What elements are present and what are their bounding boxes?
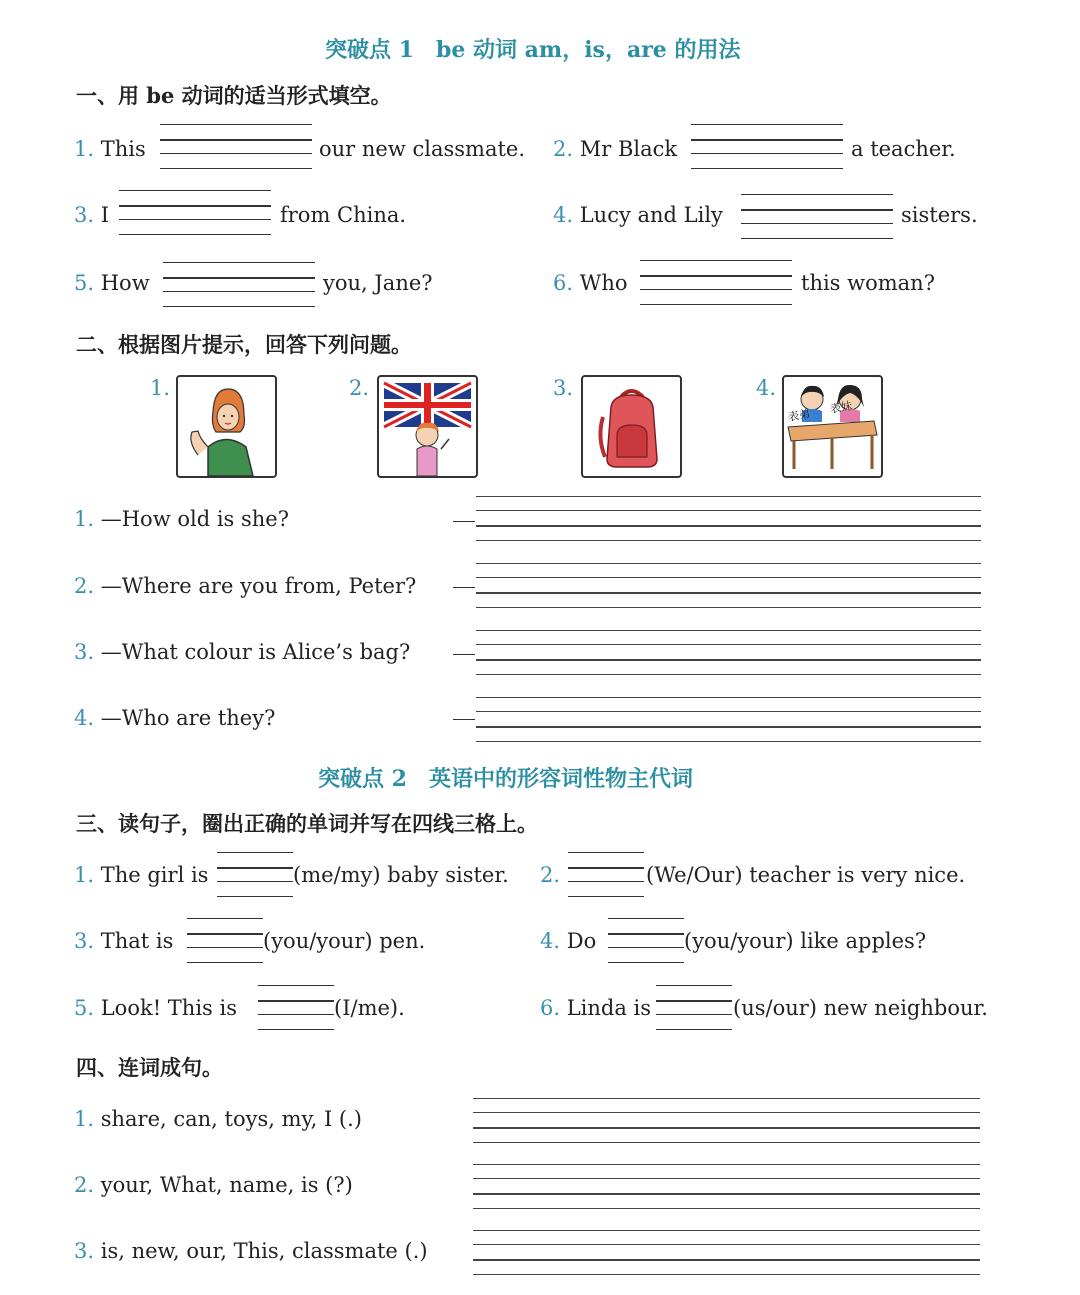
item-number: 1.: [74, 863, 95, 887]
item-number: 2.: [74, 1173, 95, 1197]
item-text-before: Lucy and Lily: [579, 203, 723, 227]
two-children-desks-icon: [784, 377, 881, 476]
item-number: 1.: [74, 1107, 95, 1131]
item-number: 1.: [74, 507, 95, 531]
s1-item-5-after: you, Jane?: [323, 271, 433, 295]
s1-item-6-after: this woman?: [801, 271, 935, 295]
s2-answer-4-lines[interactable]: [476, 697, 981, 741]
s1-item-2-after: a teacher.: [851, 137, 956, 161]
item-text-before: The girl is: [100, 863, 209, 887]
s2-question-4: [74, 706, 275, 730]
picture-3: [581, 375, 682, 478]
s3-item-3-after: (you/your) pen.: [263, 929, 426, 953]
picture-4: [782, 375, 883, 478]
s2-answer-2-lines[interactable]: [476, 563, 981, 607]
item-number: 4.: [74, 706, 95, 730]
item-number: 2.: [540, 863, 561, 887]
s3-item-3-blank[interactable]: [187, 918, 263, 962]
picture-4-label-1: 表弟: [787, 407, 812, 424]
s4-item-3: [74, 1239, 428, 1263]
s3-item-6-after: (us/our) new neighbour.: [733, 996, 988, 1020]
item-number: 4.: [553, 203, 574, 227]
red-backpack-icon: [583, 377, 680, 476]
picture-1: [176, 375, 277, 478]
item-text: your, What, name, is (?): [100, 1173, 353, 1197]
s1-item-1: [74, 137, 146, 161]
s1-item-4-after: sisters.: [901, 203, 978, 227]
s1-item-6-blank[interactable]: [640, 260, 792, 304]
picture-4-label-2: 表妹: [829, 399, 854, 416]
section-2-heading: 二、根据图片提示，回答下列问题。: [76, 332, 412, 357]
s3-item-2: [540, 863, 560, 887]
item-text: is, new, our, This, classmate (.): [100, 1239, 428, 1263]
s3-item-3: [74, 929, 173, 953]
section-1-heading: 一、用 be 动词的适当形式填空。: [76, 83, 392, 108]
question-text: —What colour is Alice’s bag?: [100, 640, 411, 664]
s1-item-3-after: from China.: [280, 203, 407, 227]
s4-item-2: [74, 1173, 353, 1197]
s1-item-3-blank[interactable]: [119, 190, 271, 234]
item-text: share, can, toys, my, I (.): [100, 1107, 362, 1131]
breakthrough-1-title: 突破点 1 be 动词 am，is，are 的用法: [325, 37, 741, 63]
section-4-heading: 四、连词成句。: [76, 1055, 223, 1080]
s3-item-1-blank[interactable]: [217, 852, 293, 896]
s2-answer-3-dash: [453, 654, 475, 655]
picture-1-number: 1.: [150, 376, 171, 400]
item-number: 2.: [553, 137, 574, 161]
item-number: 3.: [74, 929, 95, 953]
picture-2-number: 2.: [349, 376, 370, 400]
s2-question-1: [74, 507, 289, 531]
s1-item-1-after: our new classmate.: [319, 137, 526, 161]
uk-flag-boy-icon: [379, 377, 476, 476]
s3-item-2-after: (We/Our) teacher is very nice.: [646, 863, 966, 887]
item-text-before: Look! This is: [100, 996, 237, 1020]
item-text-before: Who: [579, 271, 628, 295]
s4-item-1: [74, 1107, 362, 1131]
item-text-before: Do: [566, 929, 597, 953]
section-3-heading: 三、读句子，圈出正确的单词并写在四线三格上。: [76, 811, 538, 836]
item-text-before: That is: [100, 929, 174, 953]
s4-answer-2-lines[interactable]: [473, 1164, 980, 1208]
s3-item-1: [74, 863, 208, 887]
s2-answer-4-dash: [453, 719, 475, 720]
s1-item-5: [74, 271, 150, 295]
s1-item-4-blank[interactable]: [741, 194, 893, 238]
item-number: 1.: [74, 137, 95, 161]
s3-item-4-blank[interactable]: [608, 918, 684, 962]
item-number: 3.: [74, 203, 95, 227]
s3-item-5-blank[interactable]: [258, 985, 334, 1029]
s1-item-4: [553, 203, 723, 227]
item-text-before: I: [100, 203, 110, 227]
s2-answer-3-lines[interactable]: [476, 630, 981, 674]
s2-question-2: [74, 574, 416, 598]
woman-icon: [178, 377, 275, 476]
item-number: 6.: [553, 271, 574, 295]
s3-item-6-blank[interactable]: [656, 985, 732, 1029]
item-number: 6.: [540, 996, 561, 1020]
item-number: 4.: [540, 929, 561, 953]
question-text: —How old is she?: [100, 507, 289, 531]
item-text-before: Linda is: [566, 996, 652, 1020]
item-number: 2.: [74, 574, 95, 598]
picture-2: [377, 375, 478, 478]
item-number: 5.: [74, 271, 95, 295]
item-text-before: This: [100, 137, 146, 161]
s3-item-1-after: (me/my) baby sister.: [293, 863, 509, 887]
s3-item-5-after: (I/me).: [334, 996, 405, 1020]
s3-item-4-after: (you/your) like apples?: [684, 929, 927, 953]
s2-answer-2-dash: [453, 587, 475, 588]
item-number: 3.: [74, 640, 95, 664]
s2-answer-1-dash: [453, 521, 475, 522]
item-text-before: How: [100, 271, 150, 295]
s4-answer-3-lines[interactable]: [473, 1230, 980, 1274]
s2-answer-1-lines[interactable]: [476, 496, 981, 540]
s1-item-2-blank[interactable]: [691, 124, 843, 168]
s1-item-1-blank[interactable]: [160, 124, 312, 168]
item-text-before: Mr Black: [579, 137, 678, 161]
item-number: 3.: [74, 1239, 95, 1263]
s3-item-4: [540, 929, 596, 953]
question-text: —Who are they?: [100, 706, 276, 730]
item-number: 5.: [74, 996, 95, 1020]
s1-item-6: [553, 271, 628, 295]
picture-4-number: 4.: [756, 376, 777, 400]
s3-item-6: [540, 996, 651, 1020]
s1-item-2: [553, 137, 677, 161]
s1-item-5-blank[interactable]: [163, 262, 315, 306]
s4-answer-1-lines[interactable]: [473, 1098, 980, 1142]
s3-item-5: [74, 996, 237, 1020]
question-text: —Where are you from, Peter?: [100, 574, 417, 598]
s3-item-2-blank[interactable]: [568, 852, 644, 896]
breakthrough-2-title: 突破点 2 英语中的形容词性物主代词: [318, 766, 693, 792]
picture-3-number: 3.: [553, 376, 574, 400]
s1-item-3: [74, 203, 109, 227]
s2-question-3: [74, 640, 410, 664]
